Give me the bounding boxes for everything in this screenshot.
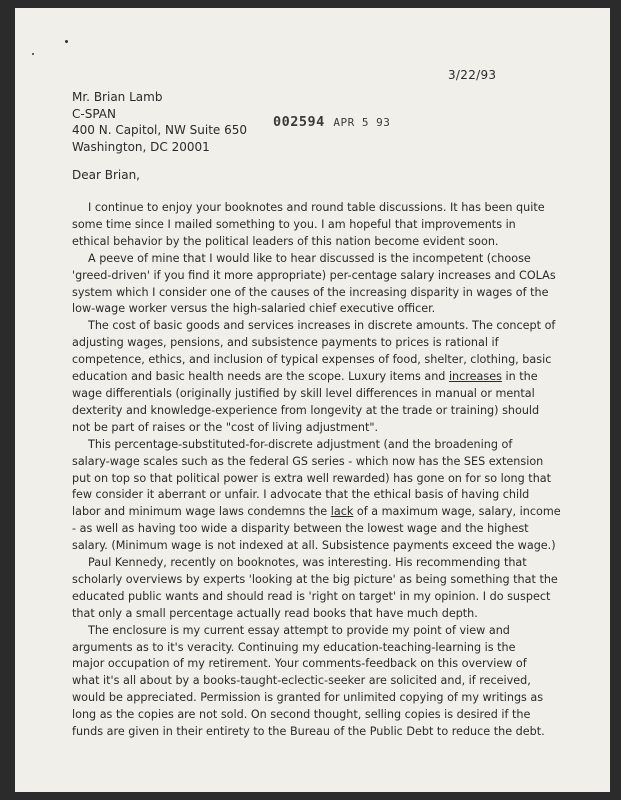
- body-paragraph: [72, 555, 592, 623]
- body-line: low-wage worker versus the high-salaried chief executive officer.: [72, 302, 436, 316]
- body-paragraph: [72, 251, 592, 319]
- body-line: long as the copies are not sold. On second thought, selling copies is desired if the: [72, 708, 531, 722]
- body-line: adjusting wages, pensions, and subsistence payments to prices is rational if: [72, 336, 499, 350]
- recipient-address: [72, 89, 247, 155]
- body-line: that only a small percentage actually read books that have much depth.: [72, 606, 478, 620]
- body-line: arguments as to it's veracity. Continuing my education-teaching-learning is the: [72, 640, 516, 654]
- body-line: wage differentials (originally justified by skill level differences in manual or mental: [72, 386, 535, 400]
- salutation: Dear Brian,: [72, 168, 140, 182]
- letter-date: 3/22/93: [448, 68, 497, 82]
- body-line: labor and minimum wage laws condemns the lack of a maximum wage, salary, income: [72, 505, 561, 519]
- body-line: would be appreciated. Permission is granted for unlimited copying of my writings as: [72, 691, 544, 705]
- body-line: competence, ethics, and inclusion of typical expenses of food, shelter, clothing, basic: [72, 353, 552, 367]
- stamp-code: 002594: [273, 114, 325, 130]
- body-line: dexterity and knowledge-experience from longevity at the trade or training) should: [72, 403, 540, 417]
- letter-body: [72, 200, 592, 741]
- body-line: system which I consider one of the causes of the increasing disparity in wages of the: [72, 285, 549, 299]
- letter-page: [15, 8, 610, 792]
- body-line: funds are given in their entirety to the Bureau of the Public Debt to reduce the debt.: [72, 725, 545, 739]
- paper-speck: [65, 40, 68, 43]
- body-paragraph: [72, 318, 592, 436]
- body-paragraph: [72, 200, 592, 251]
- body-line: what it's all about by a books-taught-eclectic-seeker are solicited and, if received,: [72, 674, 531, 688]
- body-line: some time since I mailed something to you. I am hopeful that improvements in: [72, 217, 516, 231]
- body-paragraph: [72, 437, 592, 555]
- body-line: few consider it aberrant or unfair. I advocate that the ethical basis of having child: [72, 488, 530, 502]
- recipient-city: Washington, DC 20001: [72, 139, 210, 154]
- body-line: salary-wage scales such as the federal GS series - which now has the SES extension: [72, 454, 544, 468]
- body-line: - as well as having too wide a disparity between the lowest wage and the highest: [72, 522, 529, 536]
- recipient-name: Mr. Brian Lamb: [72, 90, 163, 104]
- body-line: salary. (Minimum wage is not indexed at all. Subsistence payments exceed the wage.): [72, 539, 556, 553]
- body-line: This percentage-substituted-for-discrete adjustment (and the broadening of: [88, 437, 513, 451]
- recipient-org: C-SPAN: [72, 106, 116, 121]
- stamp-date: APR 5 93: [333, 116, 391, 129]
- body-line: 'greed-driven' if you find it more appropriate) per-centage salary increases and COLAs: [72, 268, 556, 282]
- body-line: I continue to enjoy your booknotes and round table discussions. It has been quite: [88, 201, 545, 214]
- body-line: scholarly overviews by experts 'looking at the big picture' as being something that the: [72, 572, 558, 586]
- body-line: The enclosure is my current essay attempt to provide my point of view and: [88, 623, 510, 637]
- recipient-street: 400 N. Capitol, NW Suite 650: [72, 123, 248, 137]
- body-line: put on top so that political power is extra well rewarded) has gone on for so long that: [72, 471, 552, 485]
- underlined-word: lack: [330, 505, 354, 519]
- body-line: not be part of raises or the "cost of living adjustment".: [72, 420, 379, 434]
- body-line: Paul Kennedy, recently on booknotes, was interesting. His recommending that: [88, 556, 527, 570]
- received-stamp: [273, 114, 390, 130]
- body-line: education and basic health needs are the scope. Luxury items and increases in the: [72, 370, 538, 384]
- body-line: major occupation of my retirement. Your comments-feedback on this overview of: [72, 657, 527, 671]
- body-line: ethical behavior by the political leaders of this nation become evident soon.: [72, 234, 499, 248]
- body-paragraph: [72, 623, 592, 741]
- body-line: The cost of basic goods and services increases in discrete amounts. The concept of: [88, 319, 556, 333]
- body-line: educated public wants and should read is 'right on target' in my opinion. I do suspect: [72, 589, 551, 603]
- underlined-word: increases: [448, 370, 502, 384]
- body-line: A peeve of mine that I would like to hear discussed is the incompetent (choose: [88, 251, 531, 265]
- paper-speck: [32, 53, 34, 55]
